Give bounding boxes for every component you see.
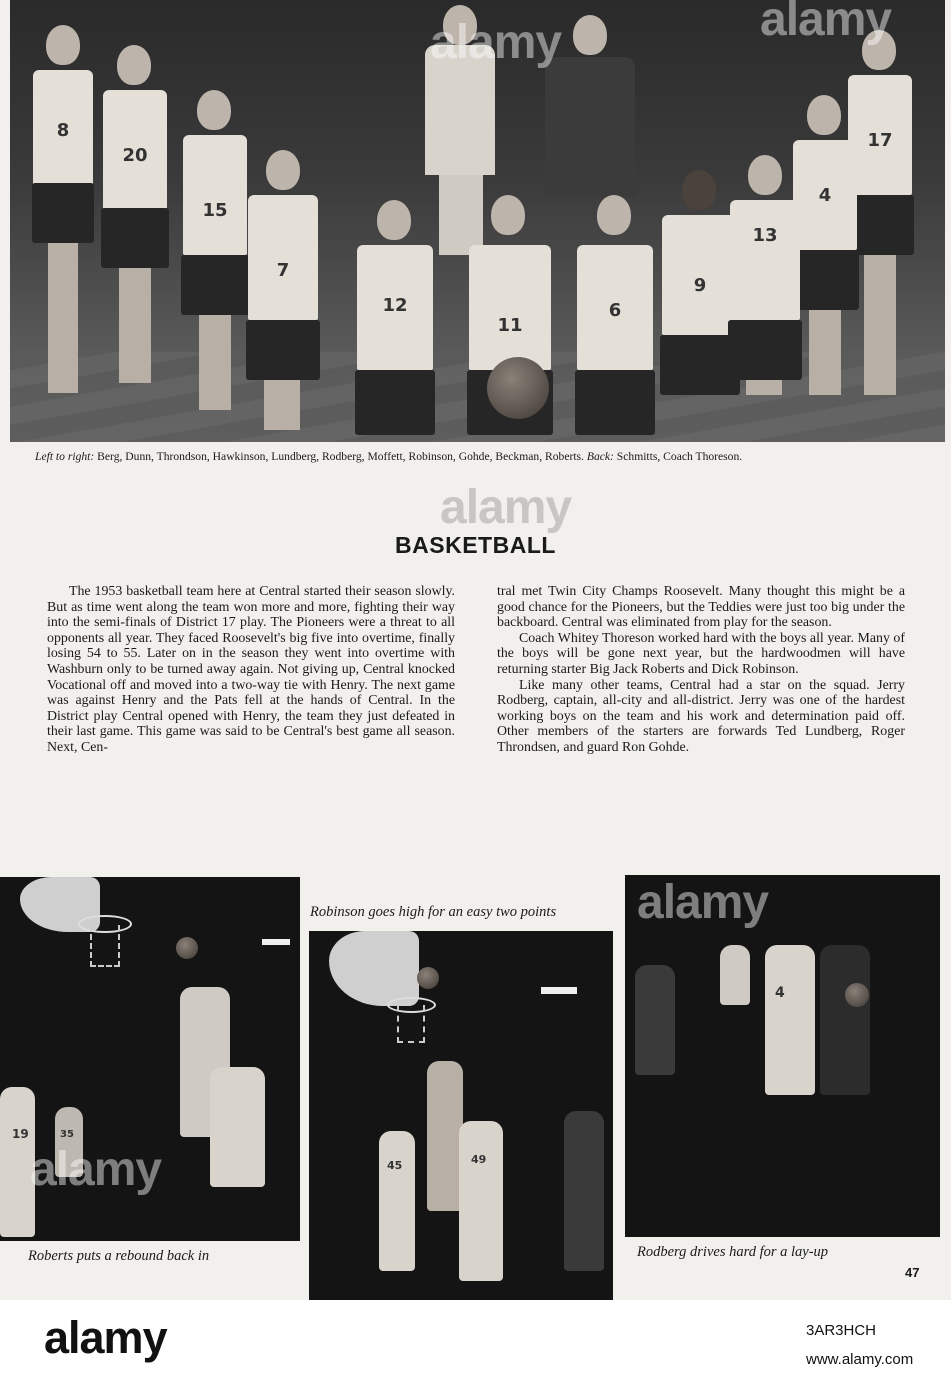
watermark: alamy — [440, 481, 572, 534]
action-photo-rebound: 19 35 alamy — [0, 877, 300, 1241]
player-figure: 15 — [175, 90, 255, 410]
player-figure: 20 — [95, 45, 175, 385]
team-photo-caption — [35, 450, 915, 464]
player-figure: 12 — [345, 200, 445, 440]
player-figure: 7 — [238, 150, 328, 430]
paragraph: The 1953 basketball team here at Central started their season slowly. But as time went along the team won more and more, fighting their way into the semi-finals of District 17 play. The Pioneers were a threat to all opponents all year. They faced Roosevelt's big five into overtime, finally losing 54 to 55. Later on in the season they went into overtime with Washburn only to be turned away again. Not giving up, Central knocked Vocational off and moved into a two-way tie with Henry. The next game was against Henry and the Pats fell at the hands of Central. In the District play Central opened with Henry, the team they just defeated in their last game. This game was said to be Central's best game all season. Next, Cen- — [47, 584, 455, 755]
player-figure: 8 — [28, 25, 98, 395]
watermark: alamy — [760, 0, 892, 46]
paragraph: Like many other teams, Central had a star on the squad. Jerry Rodberg, captain, all-city and all-district. Jerry was one of the hardest working boys on the team and his work and determination paid off. Other members of the starters are forwards Ted Lundberg, Roger Throndsen, and guard Ron Gohde. — [497, 677, 905, 755]
caption-lead: Left to right: — [35, 450, 95, 463]
action-photo-high-shot: 45 49 — [309, 931, 613, 1300]
player-figure: 4 — [785, 95, 865, 395]
caption-high-shot: Robinson goes high for an easy two points — [310, 904, 557, 920]
player-figure: 17 — [840, 30, 920, 400]
watermark: alamy — [637, 876, 769, 929]
player-figure: 6 — [565, 195, 665, 440]
stock-url: www.alamy.com — [806, 1351, 914, 1368]
caption-back-label: Back: — [586, 450, 614, 463]
caption-names: Berg, Dunn, Throndson, Hawkinson, Lundberg, Rodberg, Moffett, Robinson, Gohde, Beckman, Roberts. — [94, 450, 587, 463]
stock-footer — [0, 1300, 951, 1390]
player-figure: 11 — [455, 195, 565, 440]
watermark: alamy — [30, 1143, 162, 1196]
article-left-column — [47, 584, 455, 756]
watermark: alamy — [430, 16, 562, 69]
caption-lay-up: Rodberg drives hard for a lay-up — [637, 1244, 829, 1260]
paragraph: Coach Whitey Thoreson worked hard with the boys all year. Many of the boys will be gone next year, but the hardwoodmen will have returning starter Big Jack Roberts and Dick Robinson. — [497, 630, 905, 677]
action-photo-lay-up: 4 alamy — [625, 875, 940, 1237]
player-figure: 13 — [720, 155, 810, 395]
caption-rebound: Roberts puts a rebound back in — [28, 1248, 210, 1264]
page-number: 47 — [905, 1265, 920, 1280]
page-heading: BASKETBALL — [395, 532, 556, 558]
paragraph: tral met Twin City Champs Roosevelt. Many thought this might be a good chance for the Pioneers, but the Teddies were just too big under the backboard. Central was eliminated from play for the season. — [497, 584, 905, 631]
caption-back-names: Schmitts, Coach Thoreson. — [613, 450, 743, 463]
article-right-column — [497, 584, 905, 756]
image-id: 3AR3HCH — [806, 1322, 877, 1339]
alamy-logo: alamy — [44, 1312, 167, 1363]
basketball — [487, 357, 549, 419]
player-figure: 9 — [650, 170, 750, 400]
